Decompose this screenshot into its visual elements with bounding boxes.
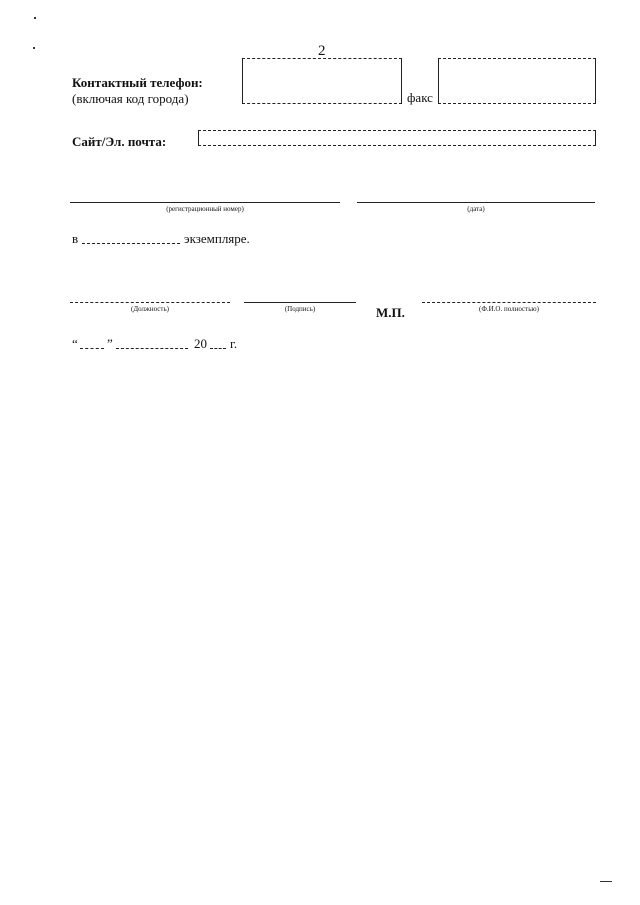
copies-count-line[interactable]: [82, 243, 180, 244]
fax-input[interactable]: [438, 58, 596, 104]
corner-mark: [600, 881, 612, 882]
date-year-line[interactable]: [210, 348, 226, 349]
registration-number-line[interactable]: [70, 202, 340, 203]
scan-dot: [33, 47, 35, 49]
date-year-suffix: г.: [230, 336, 238, 351]
date-year-prefix: 20: [194, 336, 207, 351]
web-email-input[interactable]: [198, 130, 596, 146]
date-month-line[interactable]: [116, 348, 188, 349]
phone-label: Контактный телефон:: [72, 75, 203, 90]
phone-input[interactable]: [242, 58, 402, 104]
full-name-line[interactable]: [422, 302, 596, 303]
page-number: 2: [318, 43, 326, 59]
full-name-caption: (Ф.И.О. полностью): [479, 305, 539, 313]
registration-date-caption: (дата): [467, 205, 485, 213]
copies-suffix: экземпляре.: [184, 231, 250, 246]
position-caption: (Должность): [131, 305, 169, 313]
registration-date-line[interactable]: [357, 202, 595, 203]
date-close-quote: ”: [107, 336, 113, 351]
date-day-line[interactable]: [80, 348, 104, 349]
web-email-label: Сайт/Эл. почта:: [72, 134, 167, 149]
signature-caption: (Подпись): [284, 305, 316, 313]
signature-line[interactable]: [244, 302, 356, 303]
date-open-quote: “: [72, 336, 78, 351]
phone-note: (включая код города): [72, 91, 189, 106]
registration-number-caption: (регистрационный номер): [166, 205, 244, 213]
fax-label: факс: [407, 90, 433, 105]
stamp-label: М.П.: [376, 305, 405, 320]
position-line[interactable]: [70, 302, 230, 303]
copies-prefix: в: [72, 231, 79, 246]
scan-dot: [34, 17, 36, 19]
